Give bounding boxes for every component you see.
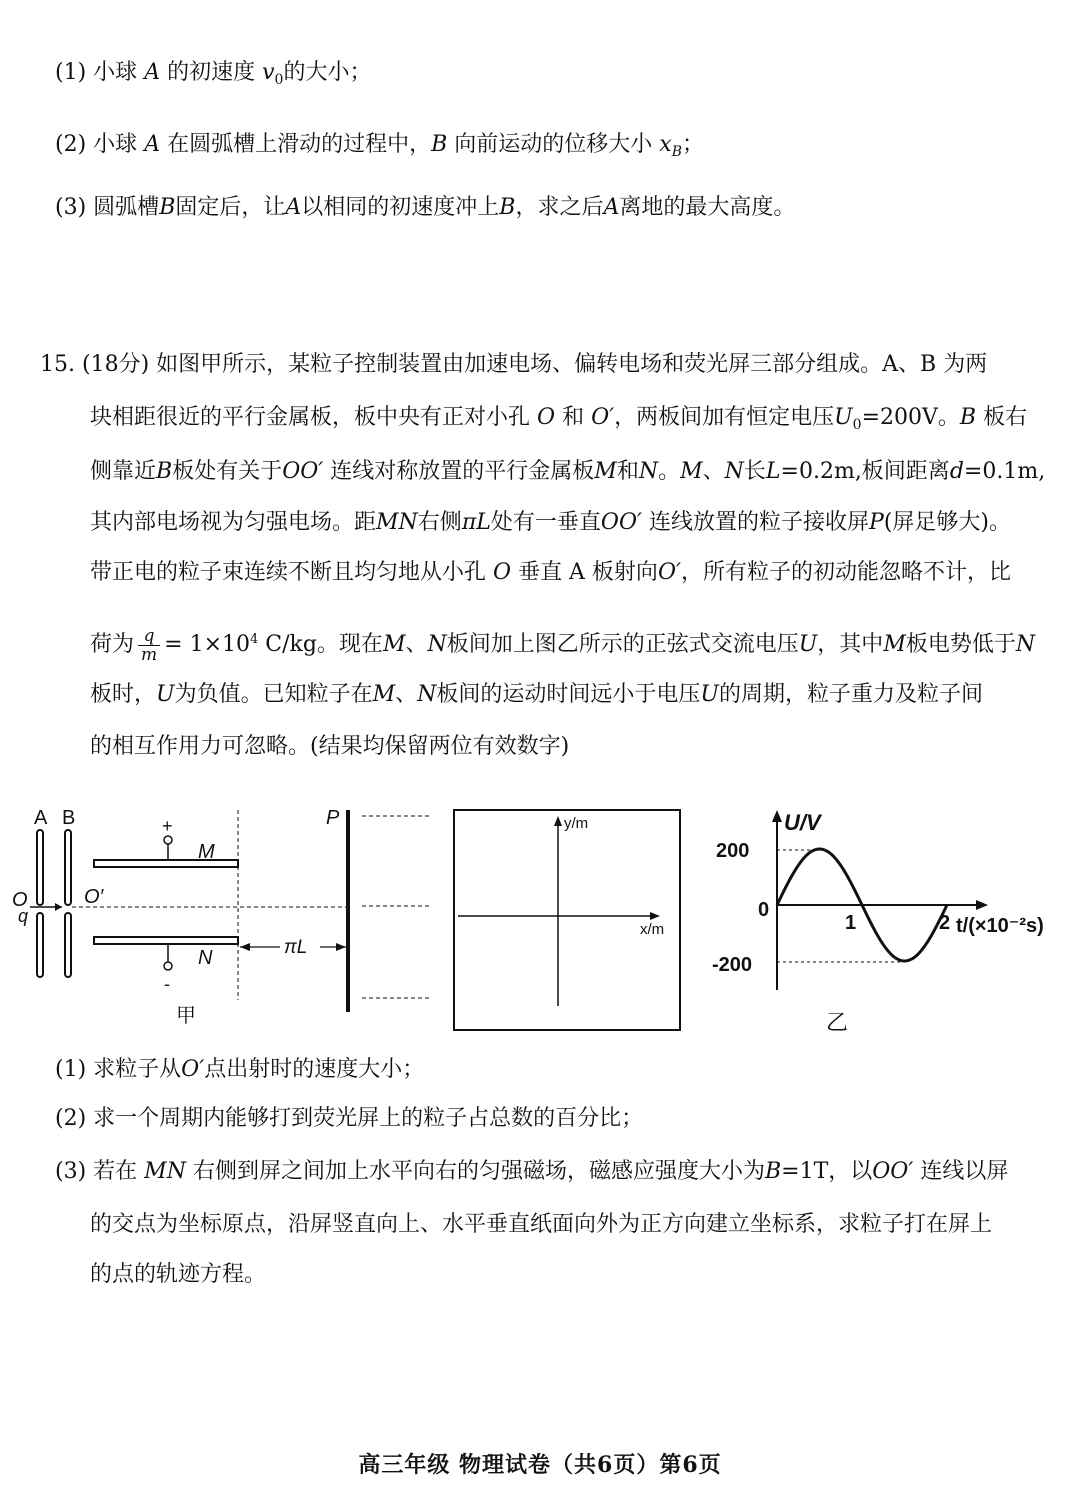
y-axis-label: y/m <box>564 815 589 832</box>
apparatus-diagram <box>12 807 432 1027</box>
q14-part-1: (1) 小球 A 的初速度 $v_0$的大小； <box>55 60 372 88</box>
figure-jia-caption: 甲 <box>176 1005 196 1027</box>
voltage-chart <box>712 810 1044 1035</box>
plate-a-bottom <box>37 913 43 977</box>
q15-line-1: 15. (18分) 如图甲所示，某粒子控制装置由加速电场、偏转电场和荧光屏三部分组成。A、B 为两 <box>40 352 988 377</box>
plate-b-label: B <box>62 807 76 829</box>
x-axis-arrow <box>650 912 660 920</box>
charge-mass-fraction: $\frac{q}{m}$ <box>138 627 160 664</box>
q15-part-3-line-2: 的交点为坐标原点，沿屏竖直向上、水平垂直纸面向外为正方向建立坐标系，求粒子打在屏上 <box>90 1212 993 1237</box>
chart-y-tick-neg200: -200 <box>712 954 753 976</box>
q15-line-7: 板时，U为负值。已知粒子在M、N板间的运动时间远小于电压U的周期，粒子重力及粒子间 <box>90 682 983 707</box>
pi-l-label: πL <box>284 937 308 958</box>
y-axis-arrow <box>554 816 562 826</box>
plate-a-top <box>37 830 43 905</box>
q15-line-4: 其内部电场视为匀强电场。距MN右侧πL处有一垂直OO′ 连线放置的粒子接收屏P(屏足够大)。 <box>90 510 1011 535</box>
q15-part-3-line-1: (3) 若在 MN 右侧到屏之间加上水平向右的匀强磁场，磁感应强度大小为B=1T，以OO′ 连线以屏 <box>55 1159 1009 1184</box>
plus-sign: + <box>162 816 173 836</box>
page-footer: 高三年级 物理试卷（共6页）第6页 <box>358 1452 722 1478</box>
chart-x-axis-arrow <box>976 900 988 910</box>
chart-x-tick-1: 1 <box>845 912 857 934</box>
q15-line-2: 块相距很近的平行金属板，板中央有正对小孔 O 和 O′，两板间加有恒定电压$U_0=200V$。B 板右 <box>90 405 1028 433</box>
charge-q-label: q <box>18 906 29 926</box>
q15-part-3-line-3: 的点的轨迹方程。 <box>90 1262 267 1287</box>
plate-b-top <box>65 830 71 905</box>
particle-arrowhead <box>55 903 62 911</box>
pi-l-arrow-right <box>336 943 346 951</box>
q15-part-2: (2) 求一个周期内能够打到荧光屏上的粒子占总数的百分比； <box>55 1106 644 1131</box>
q15-line-8: 的相互作用力可忽略。(结果均保留两位有效数字) <box>90 734 570 759</box>
chart-x-tick-2: 2 <box>939 912 951 934</box>
chart-x-axis-label: t/(×10⁻²s) <box>956 915 1044 937</box>
chart-origin-label: 0 <box>758 899 770 921</box>
screen-p-label: P <box>326 807 340 829</box>
plate-n <box>94 937 238 944</box>
q15-line-6: 荷为 $\frac{q}{m}$ = $1\times 10^4$ C/kg。现在M、N板间加上图乙所示的正弦式交流电压U，其中M板电势低于N <box>90 625 1036 665</box>
screen-coordinate-frame <box>454 810 680 1030</box>
chart-y-tick-200: 200 <box>716 840 750 862</box>
q15-line-5: 带正电的粒子束连续不断且均匀地从小孔 O 垂直 A 板射向O′，所有粒子的初动能忽略不计，比 <box>90 560 1011 585</box>
hole-o-prime-label: O′ <box>84 886 104 908</box>
m-terminal <box>164 836 172 844</box>
plate-m-label: M <box>198 841 215 863</box>
hole-o-label: O <box>12 889 28 911</box>
q15-line-3: 侧靠近B板处有关于OO′ 连线对称放置的平行金属板M和N。M、N长L=0.2m,板间距离d=0.1m, <box>90 459 1046 484</box>
x-axis-label: x/m <box>640 921 665 938</box>
minus-sign: - <box>164 974 170 994</box>
q14-part-3: (3) 圆弧槽B固定后，让A以相同的初速度冲上B，求之后A离地的最大高度。 <box>55 195 796 220</box>
plate-m <box>94 860 238 867</box>
chart-y-axis-arrow <box>772 810 782 822</box>
plate-a-label: A <box>34 807 48 829</box>
plate-n-label: N <box>198 947 213 969</box>
figure-yi-caption: 乙 <box>826 1010 849 1035</box>
q15-part-1: (1) 求粒子从O′点出射时的速度大小； <box>55 1057 425 1082</box>
screen-frame <box>454 810 680 1030</box>
chart-y-axis-label: U/V <box>784 810 821 835</box>
plate-b-bottom <box>65 913 71 977</box>
q14-part-2: (2) 小球 A 在圆弧槽上滑动的过程中，B 向前运动的位移大小 $x_B$； <box>55 132 705 160</box>
pi-l-arrow-left <box>240 943 250 951</box>
n-terminal <box>164 962 172 970</box>
figures <box>0 790 1080 1050</box>
